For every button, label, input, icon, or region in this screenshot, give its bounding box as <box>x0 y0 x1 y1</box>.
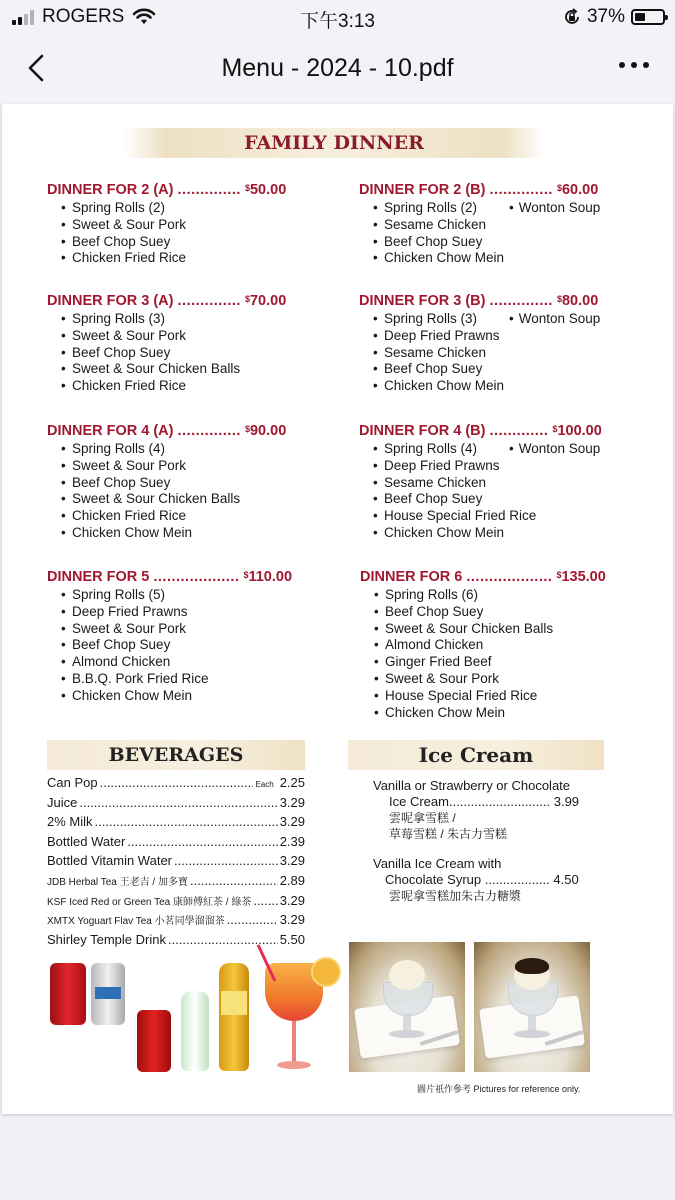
drinks-photo <box>47 955 337 1080</box>
dinner-block <box>360 567 606 721</box>
dinner-item: • Beef Chop Suey <box>47 637 292 654</box>
beverages-title: BEVERAGES <box>108 744 244 766</box>
dinner-item: • Beef Chop Suey <box>359 491 602 508</box>
dinner-item: • Chicken Fried Rice <box>47 378 286 395</box>
dinner-title: DINNER FOR 5 ................... $110.00 <box>47 569 293 585</box>
beverage-row <box>47 795 305 815</box>
dinner-item: • B.B.Q. Pork Fried Rice <box>47 671 292 688</box>
dinner-items <box>359 311 601 395</box>
carrier-group <box>12 6 156 28</box>
ice-item-line2: Ice Cream............................ 3.99 <box>389 794 580 809</box>
dinner-item: • Chicken Chow Mein <box>359 525 602 542</box>
beverage-name: JDB Herbal Tea 王老吉 / 加多寶 <box>47 876 188 888</box>
dinner-item: • Almond Chicken <box>47 654 292 671</box>
beverage-price: 5.50 <box>279 931 305 947</box>
dinner-item: • Chicken Chow Mein <box>47 525 286 542</box>
beverage-price: 3.29 <box>279 814 305 830</box>
carrier-label: ROGERS <box>42 6 125 27</box>
dinner-item: • Sweet & Sour Pork <box>47 621 292 638</box>
dinner-price: 80.00 <box>561 293 599 309</box>
dinner-price: 110.00 <box>248 569 293 585</box>
dinner-item: • Spring Rolls (3) <box>47 311 286 328</box>
dinner-item: • Sweet & Sour Pork <box>360 671 606 688</box>
beverage-row <box>47 814 305 834</box>
dinner-items <box>359 200 601 267</box>
dinner-item: • Spring Rolls (5) <box>47 587 292 604</box>
family-dinner-title: FAMILY DINNER <box>244 132 424 154</box>
dinner-extra-item: • Wonton Soup <box>509 311 600 328</box>
coke-can-icon <box>50 963 86 1025</box>
dinner-item: • Spring Rolls (2) <box>47 200 286 217</box>
dinner-item: • Sweet & Sour Pork <box>47 217 286 234</box>
beverage-note: Each <box>255 780 274 789</box>
ksf-tea-bottle-icon <box>219 963 249 1071</box>
dinner-item: • Chicken Chow Mein <box>359 250 598 267</box>
dinner-extra-item: • Wonton Soup <box>509 200 600 217</box>
dinner-block <box>47 180 286 267</box>
beverage-price: 3.29 <box>279 912 305 928</box>
beverage-price: 2.39 <box>279 833 305 849</box>
dinner-item: • Deep Fried Prawns <box>47 604 292 621</box>
dinner-items <box>47 587 292 705</box>
beverage-price: 2.25 <box>279 775 305 790</box>
ice-item-cn1: 雲呢拿雪糕加朱古力糖漿 <box>389 889 522 903</box>
dinner-extra-item: • Wonton Soup <box>509 441 600 458</box>
dinner-item: • Spring Rolls (2) • Wonton Soup <box>359 200 598 217</box>
ellipsis-icon[interactable] <box>619 62 649 68</box>
dinner-title: DINNER FOR 4 (A) .............. $90.00 <box>47 423 287 439</box>
dinner-price: 60.00 <box>561 182 599 198</box>
nestea-can-icon <box>91 963 125 1025</box>
dinner-block <box>359 291 601 395</box>
jdb-can-icon <box>137 1010 171 1072</box>
beverage-name: Can Pop <box>47 775 98 790</box>
dinner-item: • Chicken Fried Rice <box>47 508 286 525</box>
status-bar <box>0 0 675 34</box>
dinner-item: • Chicken Chow Mein <box>360 705 606 722</box>
beverage-name: Juice <box>47 794 78 810</box>
dinner-item: • Beef Chop Suey <box>47 475 286 492</box>
ice-item-cn1: 雲呢拿雪糕 / <box>389 811 456 825</box>
beverage-name: XMTX Yoguart Flav Tea 小茗同學溜溜茶 <box>47 916 225 928</box>
dinner-price: 90.00 <box>249 423 287 439</box>
beverages-banner <box>47 740 305 770</box>
dinner-item: • Deep Fried Prawns <box>359 458 602 475</box>
navigation-bar <box>0 34 675 104</box>
dinner-block <box>359 180 601 267</box>
dinner-title: DINNER FOR 2 (A) .............. $50.00 <box>47 182 287 198</box>
ice-item-line2: Chocolate Syrup .................. 4.50 <box>385 872 579 887</box>
dinner-item: • Deep Fried Prawns <box>359 328 598 345</box>
signal-icon <box>12 9 34 25</box>
beverage-list <box>47 775 305 951</box>
battery-percent: 37% <box>586 6 625 27</box>
beverage-row <box>47 893 305 913</box>
dinner-block <box>47 421 286 542</box>
chevron-left-icon[interactable] <box>20 50 56 86</box>
family-dinner-banner <box>124 128 544 158</box>
beverage-price: 3.29 <box>279 892 305 908</box>
dinner-item: • Beef Chop Suey <box>47 234 286 251</box>
beverage-name: 2% Milk <box>47 814 93 830</box>
dinner-price: 100.00 <box>557 423 602 439</box>
dinner-price: 50.00 <box>249 182 287 198</box>
dinner-item: • House Special Fried Rice <box>359 508 602 525</box>
beverage-price: 3.29 <box>279 853 305 869</box>
dinner-items <box>47 200 286 267</box>
beverage-row <box>47 853 305 873</box>
orientation-lock-icon <box>563 8 581 26</box>
dinner-item: • Beef Chop Suey <box>359 234 598 251</box>
ice-cream-photo-chocolate <box>474 942 590 1072</box>
ice-item-line1: Vanilla Ice Cream with <box>373 856 502 871</box>
beverage-name: Bottled Vitamin Water <box>47 853 172 869</box>
dinner-block <box>359 421 602 542</box>
dinner-item: • Spring Rolls (4) • Wonton Soup <box>359 441 602 458</box>
dinner-item: • Sweet & Sour Pork <box>47 458 286 475</box>
dinner-items <box>360 587 606 721</box>
document-title: Menu - 2024 - 10.pdf <box>221 54 454 82</box>
beverage-row <box>47 775 305 795</box>
dinner-item: • Beef Chop Suey <box>47 345 286 362</box>
dinner-title: DINNER FOR 2 (B) .............. $60.00 <box>359 182 599 198</box>
dinner-item: • Chicken Chow Mein <box>359 378 598 395</box>
dinner-title: DINNER FOR 3 (B) .............. $80.00 <box>359 293 599 309</box>
dinner-item: • Sweet & Sour Pork <box>47 328 286 345</box>
dinner-item: • Beef Chop Suey <box>359 361 598 378</box>
battery-group <box>563 6 665 28</box>
dinner-item: • Almond Chicken <box>360 637 606 654</box>
footnote: 圖片祇作參考 Pictures for reference only. <box>417 1084 581 1094</box>
dinner-items <box>47 441 286 542</box>
dinner-item: • Sesame Chicken <box>359 345 598 362</box>
battery-icon <box>631 9 665 25</box>
dinner-item: • House Special Fried Rice <box>360 688 606 705</box>
dinner-item: • Sesame Chicken <box>359 475 602 492</box>
dinner-item: • Ginger Fried Beef <box>360 654 606 671</box>
dinner-item: • Beef Chop Suey <box>360 604 606 621</box>
dinner-title: DINNER FOR 3 (A) .............. $70.00 <box>47 293 287 309</box>
dinner-item: • Sweet & Sour Chicken Balls <box>360 621 606 638</box>
dinner-items <box>47 311 286 395</box>
beverage-price: 3.29 <box>279 794 305 810</box>
dinner-item: • Spring Rolls (4) <box>47 441 286 458</box>
ice-item-cn2: 草莓雪糕 / 朱古力雪糕 <box>389 827 508 841</box>
dinner-block <box>47 567 292 705</box>
ice-item-line1: Vanilla or Strawberry or Chocolate <box>373 778 571 793</box>
dinner-item: • Spring Rolls (6) <box>360 587 606 604</box>
dinner-item: • Sesame Chicken <box>359 217 598 234</box>
shirley-temple-icon <box>265 963 325 1078</box>
dinner-item: • Sweet & Sour Chicken Balls <box>47 491 286 508</box>
beverage-row <box>47 912 305 932</box>
beverage-name: Bottled Water <box>47 833 126 849</box>
beverage-row <box>47 932 305 952</box>
dinner-title: DINNER FOR 4 (B) ............. $100.00 <box>359 423 602 439</box>
dinner-item: • Chicken Fried Rice <box>47 250 286 267</box>
ice-cream-banner <box>348 740 604 770</box>
ice-cream-item <box>373 778 579 842</box>
dinner-item: • Spring Rolls (3) • Wonton Soup <box>359 311 598 328</box>
dinner-item: • Chicken Chow Mein <box>47 688 292 705</box>
dinner-price: 135.00 <box>561 569 606 585</box>
beverage-name: KSF Iced Red or Green Tea 康師傅紅茶 / 綠茶 <box>47 896 252 908</box>
yogurt-tea-bottle-icon <box>181 991 209 1071</box>
beverage-row <box>47 834 305 854</box>
dinner-item: • Sweet & Sour Chicken Balls <box>47 361 286 378</box>
ice-cream-title: Ice Cream <box>418 743 534 767</box>
status-time: 下午3:13 <box>300 11 375 32</box>
beverage-row <box>47 873 305 893</box>
dinner-block <box>47 291 286 395</box>
beverage-price: 2.89 <box>279 872 305 888</box>
dinner-title: DINNER FOR 6 ................... $135.00 <box>360 569 606 585</box>
battery-fill <box>635 13 645 21</box>
dinner-price: 70.00 <box>249 293 287 309</box>
beverage-name: Shirley Temple Drink <box>47 931 166 947</box>
ice-cream-item <box>373 856 579 904</box>
wifi-icon <box>132 8 156 26</box>
ice-cream-photo-vanilla <box>349 942 465 1072</box>
dinner-items <box>359 441 602 542</box>
